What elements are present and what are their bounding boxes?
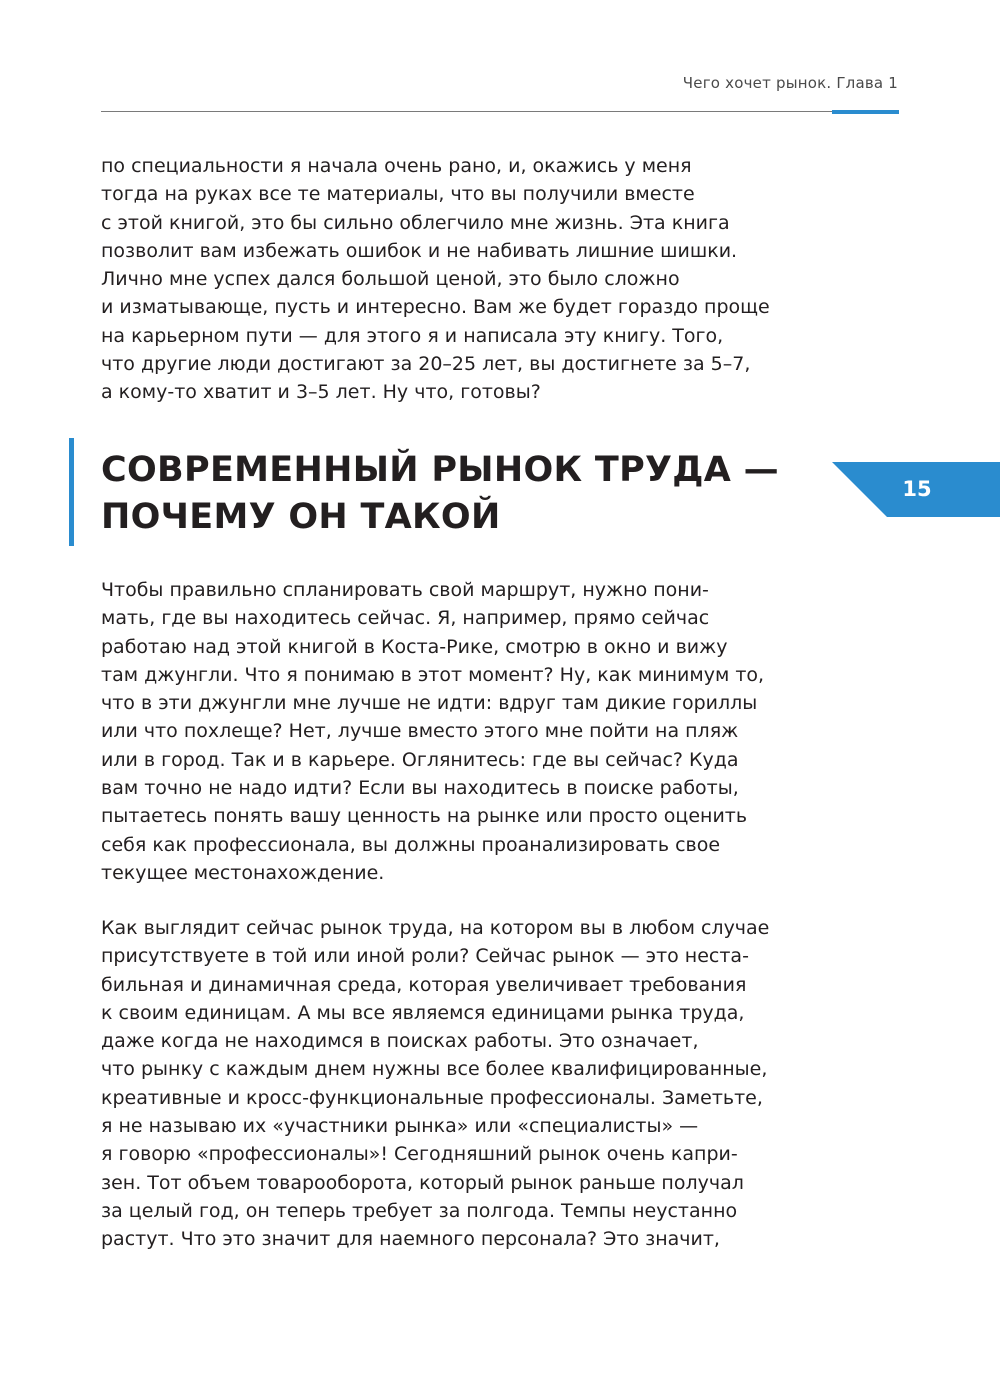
text-line: даже когда не находимся в поисках работы. Это означает, bbox=[101, 1030, 699, 1053]
text-line: Лично мне успех дался большой ценой, это было сложно bbox=[101, 268, 680, 291]
text-line: там джунгли. Что я понимаю в этот момент? Ну, как минимум то, bbox=[101, 663, 765, 686]
text-line: Как выглядит сейчас рынок труда, на котором вы в любом случае bbox=[101, 917, 770, 939]
text-line: присутствуете в той или иной роли? Сейчас рынок — это неста- bbox=[101, 945, 749, 968]
header-rule-accent bbox=[832, 110, 899, 114]
paragraph-intro bbox=[101, 152, 821, 407]
text-line: бильная и динамичная среда, которая увеличивает требования bbox=[101, 973, 747, 996]
text-line: что рынку с каждым днем нужны все более квалифицированные, bbox=[101, 1058, 768, 1081]
text-line: с этой книгой, это бы сильно облегчило мне жизнь. Эта книга bbox=[101, 211, 730, 234]
text-line: я не называю их «участники рынка» или «специалисты» — bbox=[101, 1115, 699, 1138]
text-line: работаю над этой книгой в Коста-Рике, смотрю в окно и вижу bbox=[101, 635, 728, 658]
page-number-tab bbox=[832, 462, 1000, 517]
text-line: я говорю «профессионалы»! Сегодняшний рынок очень капри- bbox=[101, 1143, 738, 1166]
text-line: себя как профессионала, вы должны проанализировать свое bbox=[101, 833, 721, 856]
running-header-title: Чего хочет рынок. Глава 1 bbox=[682, 74, 898, 92]
text-line: вам точно не надо идти? Если вы находитесь в поиске работы, bbox=[101, 777, 739, 800]
page-number: 15 bbox=[902, 477, 932, 501]
text-line: или что похлеще? Нет, лучше вместо этого мне пойти на пляж bbox=[101, 720, 739, 743]
text-line: текущее местонахождение. bbox=[101, 861, 385, 884]
header-rule bbox=[101, 111, 898, 112]
text-line: креативные и кросс-функциональные профессионалы. Заметьте, bbox=[101, 1086, 763, 1109]
heading-line: ПОЧЕМУ ОН ТАКОЙ bbox=[101, 497, 501, 537]
text-line: по специальности я начала очень рано, и, окажись у меня bbox=[101, 155, 692, 177]
paragraph-market bbox=[101, 914, 821, 1254]
text-line: за целый год, он теперь требует за полгода. Темпы неустанно bbox=[101, 1199, 738, 1222]
text-line: к своим единицам. А мы все являемся единицами рынка труда, bbox=[101, 1001, 745, 1024]
section-heading bbox=[101, 447, 821, 541]
text-line: тогда на руках все те материалы, что вы получили вместе bbox=[101, 183, 695, 206]
heading-accent-bar bbox=[69, 438, 74, 546]
text-line: на карьерном пути — для этого я и написала эту книгу. Того, bbox=[101, 324, 724, 347]
heading-line: СОВРЕМЕННЫЙ РЫНОК ТРУДА — bbox=[101, 450, 779, 490]
paragraph-location bbox=[101, 576, 821, 887]
text-line: пытаетесь понять вашу ценность на рынке или просто оценить bbox=[101, 805, 748, 828]
text-line: что другие люди достигают за 20–25 лет, вы достигнете за 5–7, bbox=[101, 353, 751, 376]
text-line: позволит вам избежать ошибок и не набивать лишние шишки. bbox=[101, 239, 738, 262]
text-line: мать, где вы находитесь сейчас. Я, например, прямо сейчас bbox=[101, 607, 710, 630]
text-line: Чтобы правильно спланировать свой маршрут, нужно пони- bbox=[101, 579, 709, 601]
text-line: и изматывающе, пусть и интересно. Вам же будет гораздо проще bbox=[101, 296, 770, 319]
text-line: что в эти джунгли мне лучше не идти: вдруг там дикие гориллы bbox=[101, 692, 758, 715]
text-line: а кому-то хватит и 3–5 лет. Ну что, готовы? bbox=[101, 381, 541, 404]
text-line: или в город. Так и в карьере. Оглянитесь: где вы сейчас? Куда bbox=[101, 748, 739, 771]
text-line: растут. Что это значит для наемного персонала? Это значит, bbox=[101, 1228, 720, 1251]
text-line: зен. Тот объем товарооборота, который рынок раньше получал bbox=[101, 1171, 744, 1194]
